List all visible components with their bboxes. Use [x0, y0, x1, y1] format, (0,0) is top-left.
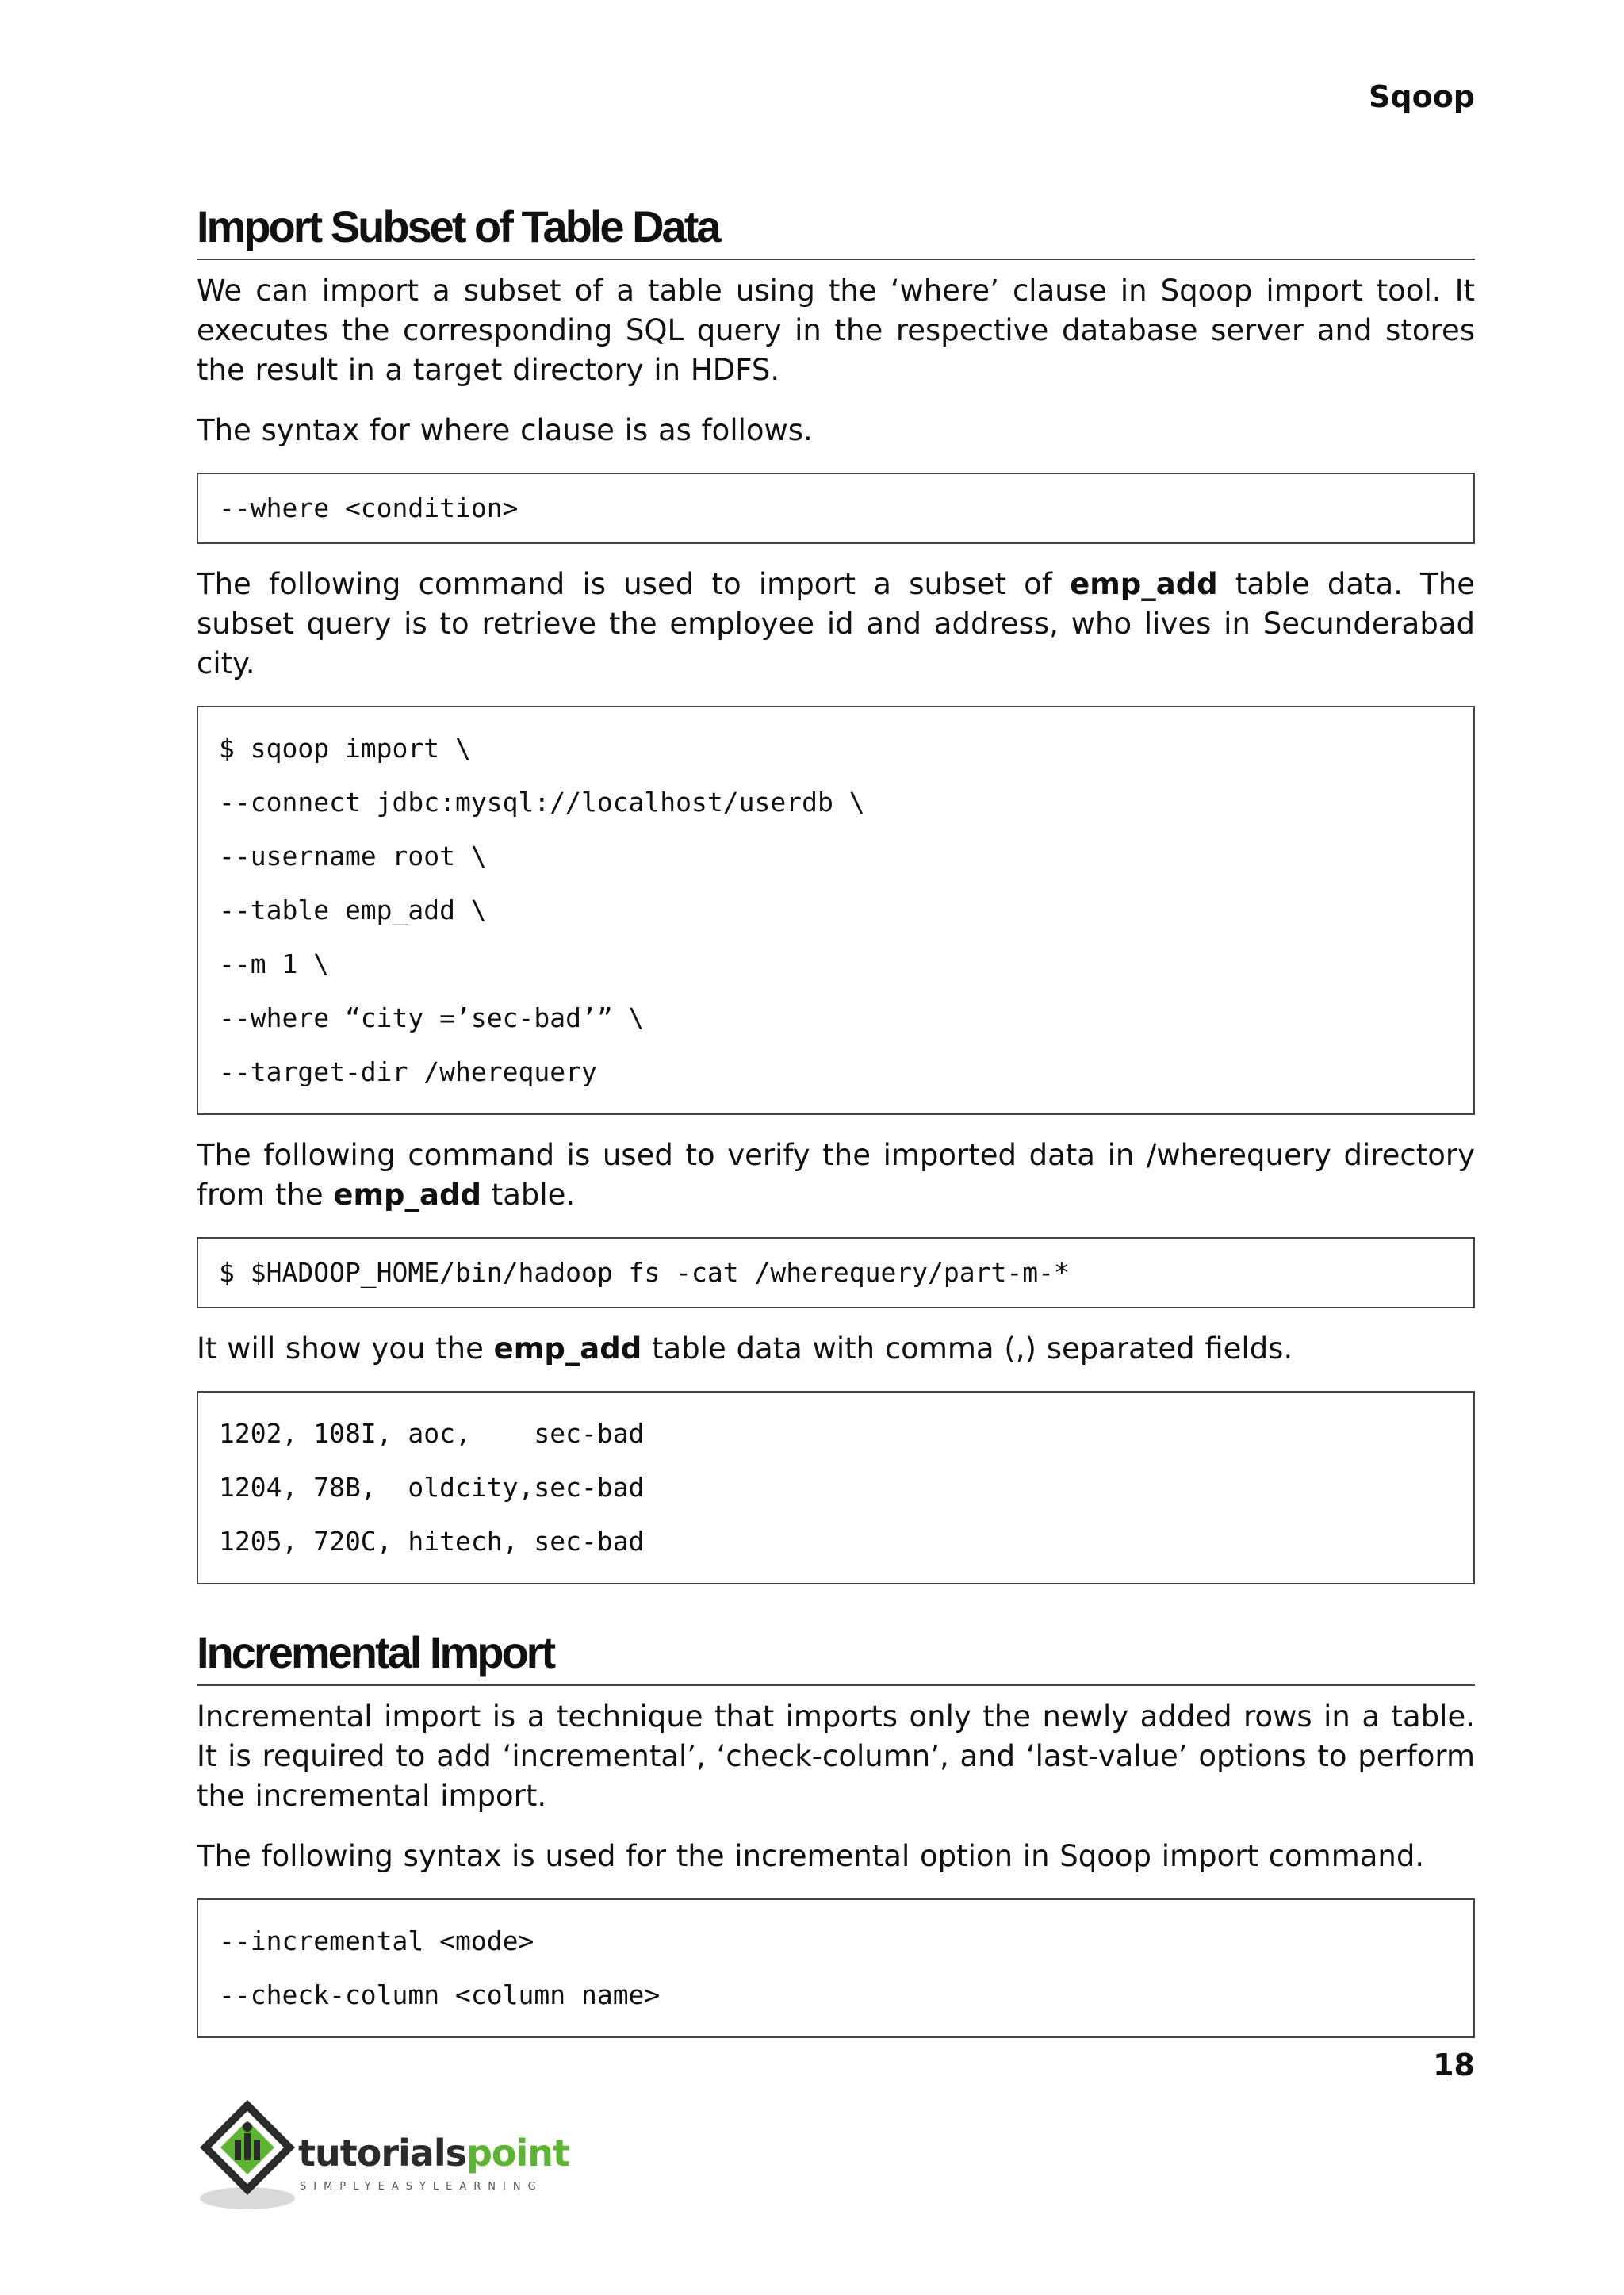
inline-bold-term: emp_add [1070, 567, 1218, 601]
page-content [197, 198, 1475, 2059]
paragraph: The syntax for where clause is as follows. [197, 413, 813, 447]
logo-diamond-icon [193, 2094, 297, 2220]
paragraph: The following syntax is used for the incremental option in Sqoop import command. [197, 1839, 1425, 1873]
code-line: $ $HADOOP_HOME/bin/hadoop fs -cat /wherequery/part-m-* [219, 1257, 1070, 1288]
page-number: 18 [1433, 2048, 1475, 2082]
code-line: --table emp_add \ [219, 895, 487, 925]
code-block-incremental-syntax [197, 1898, 1475, 2038]
section-heading-import-subset: Import Subset of Table Data [197, 198, 1475, 260]
inline-bold-term: emp_add [333, 1178, 481, 1212]
code-block-hadoop-verify [197, 1237, 1475, 1308]
paragraph: The following command is used to import a subset of emp_add table data. The subset query is to retrieve the employee id and address, who lives in Secunderabad city. [197, 567, 1475, 680]
paragraph: It will show you the emp_add table data with comma (,) separated fields. [197, 1331, 1293, 1366]
code-line: --incremental <mode> [219, 1925, 534, 1956]
paragraph: We can import a subset of a table using the ‘where’ clause in Sqoop import tool. It executes the corresponding SQL query in the respective database server and stores the result in a target directory in HDFS. [197, 274, 1475, 387]
code-line: --username root \ [219, 841, 487, 872]
code-block-sqoop-import [197, 706, 1475, 1115]
code-block-output [197, 1391, 1475, 1584]
paragraph: Incremental import is a technique that imports only the newly added rows in a table. It is required to add ‘incremental’, ‘check-column’, and ‘last-value’ options to perform the incremental import. [197, 1699, 1475, 1813]
tutorialspoint-logo [193, 2094, 570, 2220]
code-line: 1204, 78B, oldcity,sec-bad [219, 1472, 645, 1503]
logo-wordmark: tutorialspoint [298, 2132, 570, 2174]
code-line: --connect jdbc:mysql://localhost/userdb \ [219, 787, 865, 818]
code-line: --check-column <column name> [219, 1979, 661, 2010]
paragraph: The following command is used to verify the imported data in /wherequery directory from the emp_add table. [197, 1138, 1475, 1212]
code-line: --target-dir /wherequery [219, 1056, 597, 1087]
code-block-where-syntax [197, 473, 1475, 544]
running-header: Sqoop [1369, 79, 1475, 114]
inline-bold-term: emp_add [493, 1331, 642, 1366]
logo-tagline: SIMPLYEASYLEARNING [300, 2181, 543, 2193]
code-line: --m 1 \ [219, 948, 330, 979]
section-heading-incremental-import: Incremental Import [197, 1624, 1475, 1686]
code-line: 1205, 720C, hitech, sec-bad [219, 1526, 645, 1557]
code-line: --where <condition> [219, 492, 519, 523]
code-line: 1202, 108I, aoc, sec-bad [219, 1418, 645, 1449]
code-line: $ sqoop import \ [219, 733, 471, 764]
code-line: --where “city =’sec-bad’” \ [219, 1002, 645, 1033]
